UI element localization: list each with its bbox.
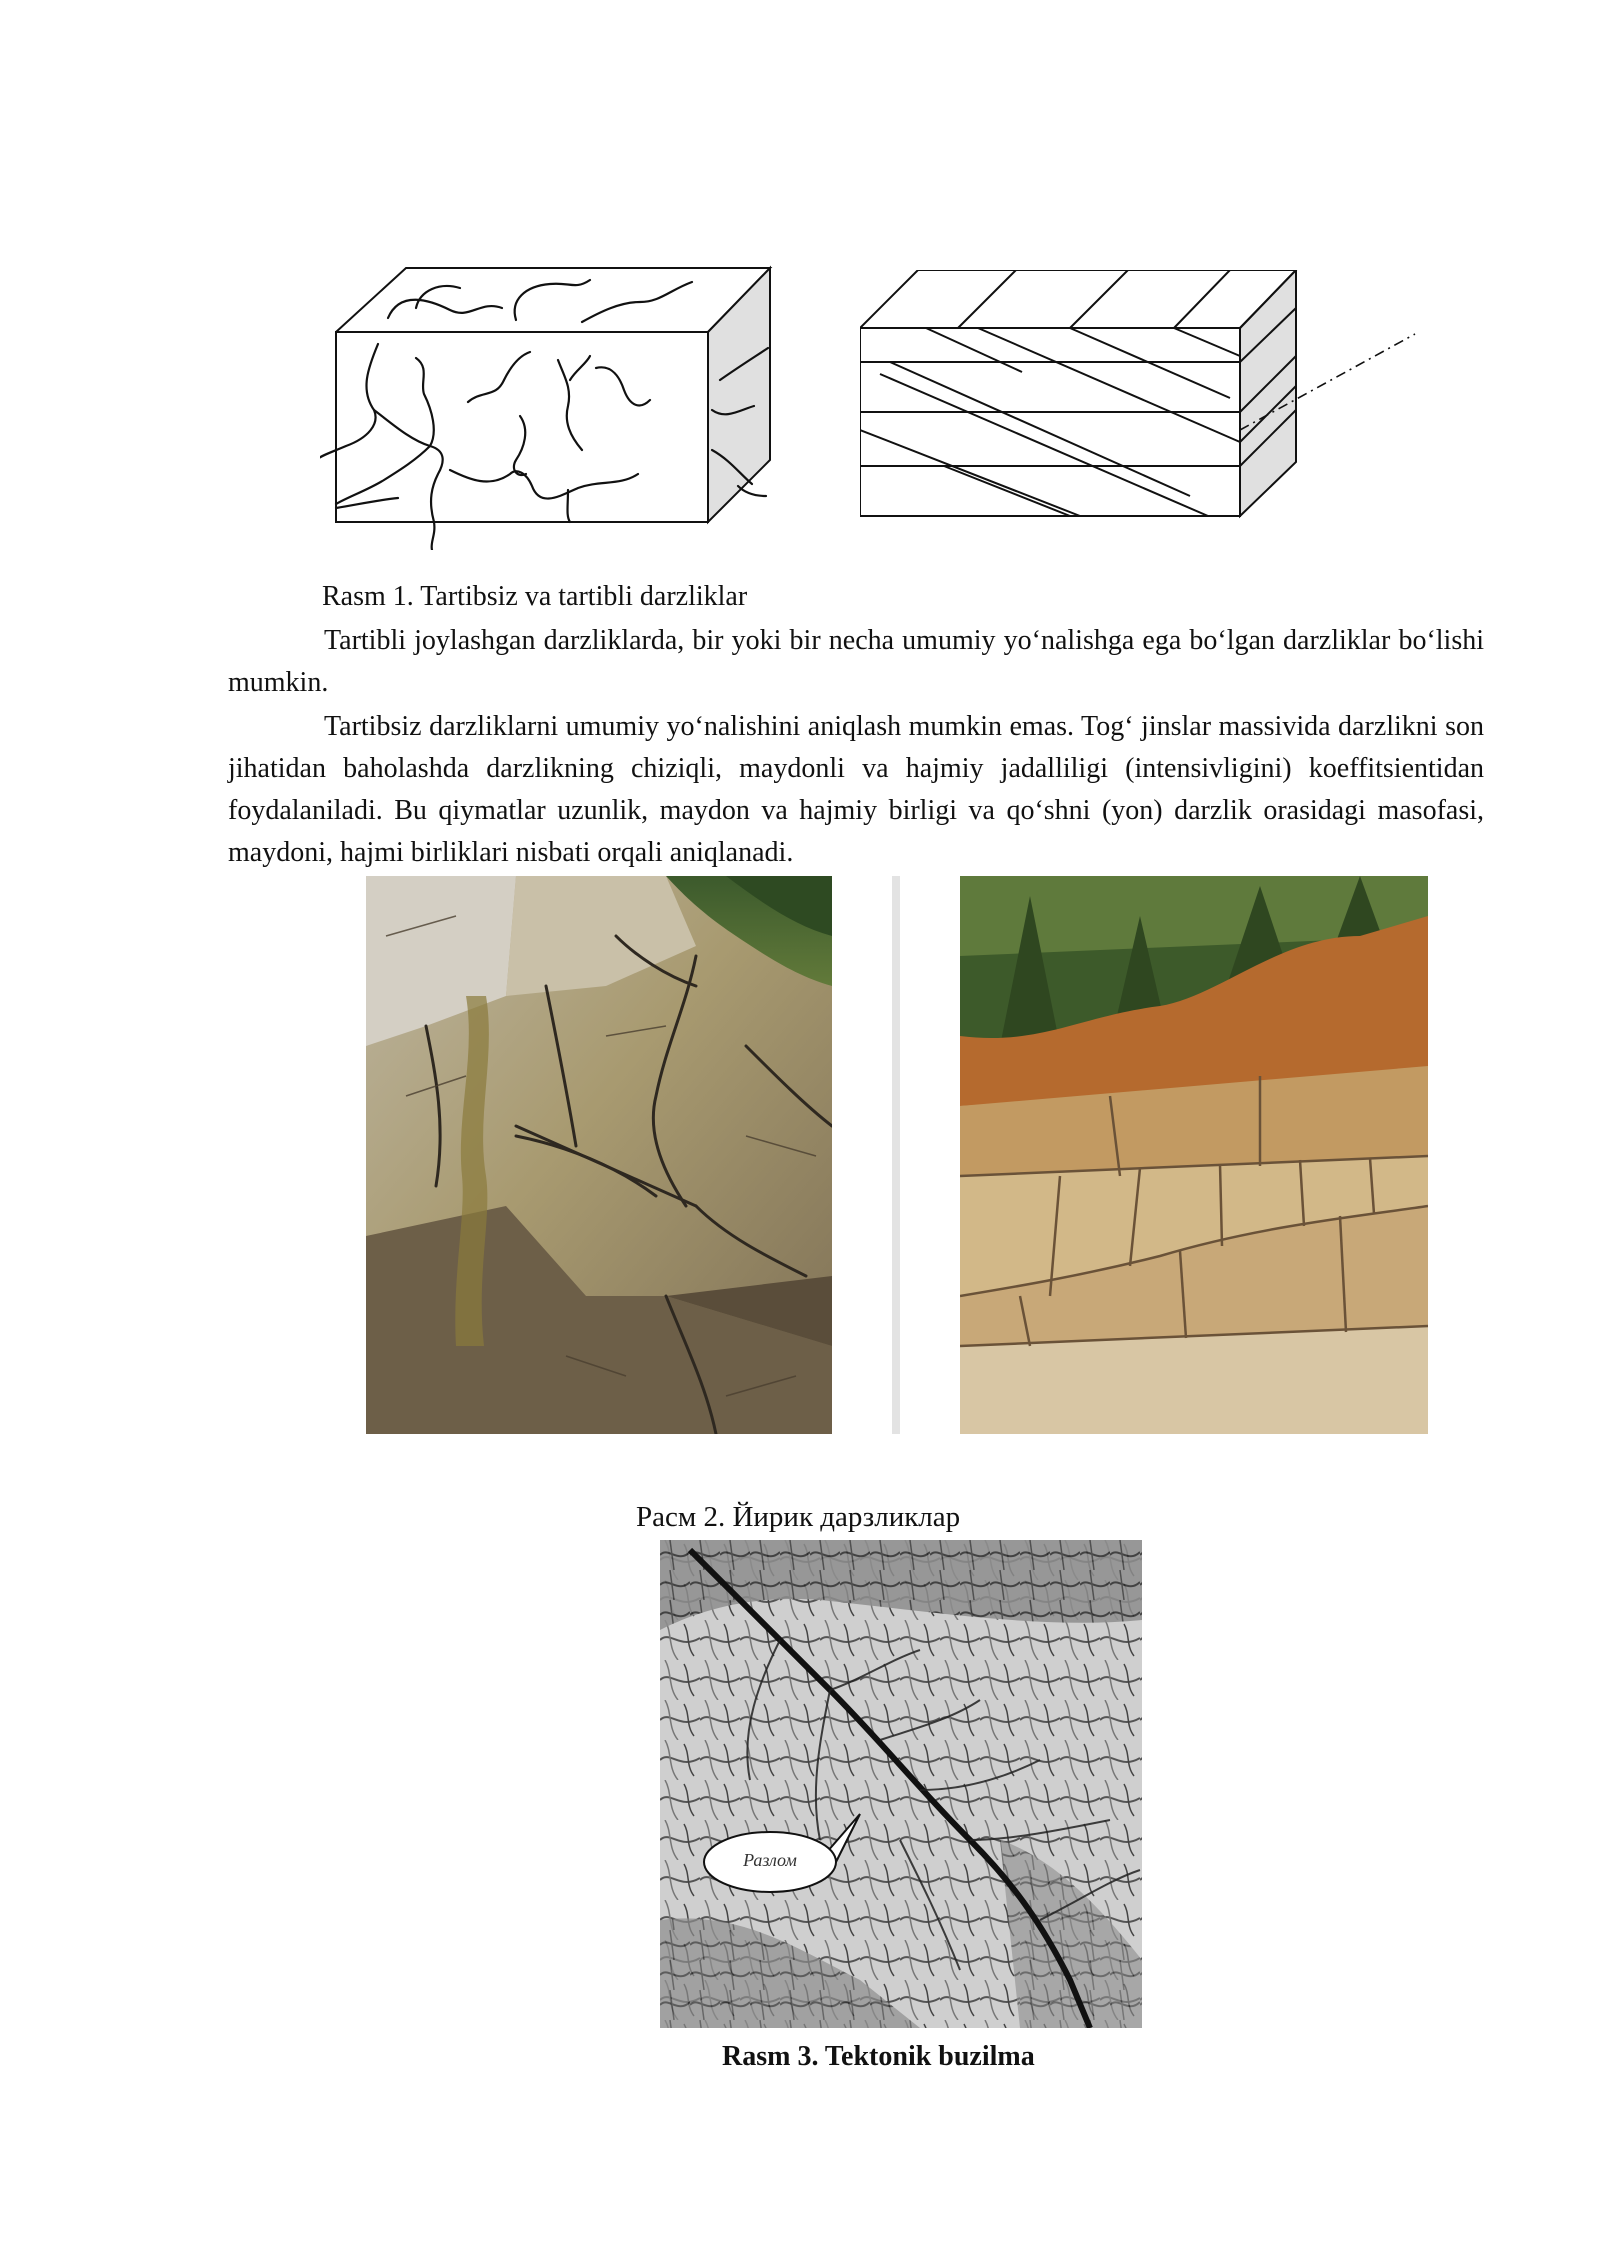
fractured-rock-outcrop-photo (366, 876, 832, 1434)
photo-divider (892, 876, 900, 1434)
figure-1-caption: Rasm 1. Tartibsiz va tartibli darzliklar (322, 581, 748, 612)
layered-rock-outcrop-photo (960, 876, 1428, 1434)
regular-fracture-block-icon (860, 270, 1420, 530)
figure-2-caption: Расм 2. Йирик дарзликлар (636, 1501, 961, 1533)
figure-1 (320, 260, 1420, 550)
figure-3-caption: Rasm 3. Tektonik buzilma (722, 2041, 1035, 2072)
paragraph-1: Tartibli joylashgan darzliklarda, bir yoki bir necha umumiy yo‘nalishga ega bo‘lgan darzliklar bo‘lishi mumkin. (228, 625, 1484, 698)
fault-callout-label: Разлом (743, 1850, 797, 1870)
irregular-fracture-block-icon (320, 260, 790, 550)
aerial-relief-photo (660, 1540, 1142, 2028)
paragraph-2: Tartibsiz darzliklarni umumiy yo‘nalishini aniqlash mumkin emas. Tog‘ jinslar massivida darzlikni son jihatidan baholashda darzlikning chiziqli, maydonli va hajmiy jadalliligi (intensivligini) koeffitsientidan foydalaniladi. Bu qiymatlar uzunlik, maydon va hajmiy birligi va qo‘shni (yon) darzlik orasidagi masofasi, maydoni, hajmi birliklari nisbati orqali aniqlanadi. (228, 711, 1484, 868)
